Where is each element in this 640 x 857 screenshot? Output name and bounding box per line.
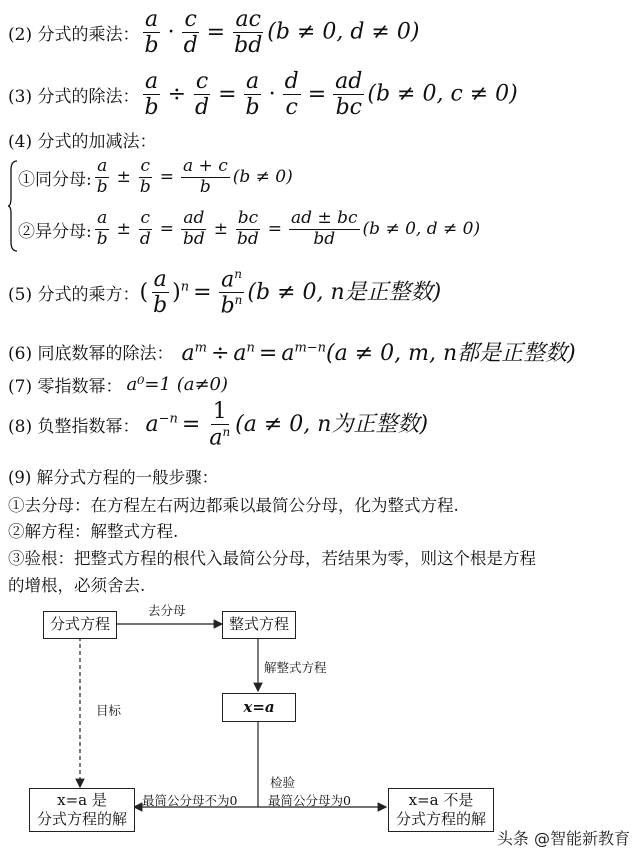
rule-label: (4) 分式的加减法： bbox=[8, 132, 157, 152]
label-nonzero: 最简公分母不为0 bbox=[142, 793, 238, 808]
steps-title: (9) 解分式方程的一般步骤： bbox=[8, 468, 219, 487]
label-solve-integral: 解整式方程 bbox=[264, 660, 327, 675]
rule-label: (5) 分式的乘方： bbox=[8, 285, 140, 306]
rule-multiplication bbox=[8, 8, 419, 57]
node-label: 分式方程 bbox=[49, 615, 110, 634]
node-label-1: x=a 不是 bbox=[408, 790, 474, 809]
condition: (a ≠ 0, n为正整数) bbox=[235, 411, 429, 437]
label-remove-denominator: 去分母 bbox=[148, 603, 186, 618]
condition: (b ≠ 0, d ≠ 0) bbox=[267, 19, 420, 45]
node-fractional-equation bbox=[43, 611, 117, 639]
condition: (a ≠ 0, m, n都是正整数) bbox=[326, 341, 576, 366]
rule-label: (2) 分式的乘法： bbox=[8, 25, 140, 46]
rule-negative-exponent bbox=[8, 400, 428, 450]
formula: $\frac{a}{b}$ · $\frac{c}{d}$ = $\frac{ac}{bd}$ (b ≠ 0, d ≠ 0) bbox=[144, 7, 420, 59]
step-1: ①去分母：在方程左右两边都乘以最简公分母，化为整式方程. bbox=[8, 496, 459, 515]
formula: $\frac{a}{b}$ ÷ $\frac{c}{d}$ = $\frac{a}{b}$ · $\frac{d}{c}$ = $\frac{ad}{bc}$ (b ≠ 0, c ≠ 0) bbox=[144, 69, 518, 121]
formula: $\frac{a}{b}$ ± $\frac{c}{d}$ = $\frac{ad}{bd}$ ± $\frac{bc}{bd}$ = $\frac{ad \pm bc}{bd}$ (b ≠ 0, d ≠ 0) bbox=[96, 208, 481, 249]
label-goal: 目标 bbox=[96, 703, 122, 718]
node-label: 整式方程 bbox=[228, 615, 289, 634]
formula: a⁰=1 (a≠0) bbox=[126, 374, 228, 395]
node-integral-equation bbox=[222, 611, 296, 639]
watermark: 头条 @智能新教育 bbox=[496, 829, 630, 848]
rule-zero-exponent bbox=[8, 372, 228, 397]
rule-label: ①同分母: bbox=[18, 169, 92, 190]
condition: (b ≠ 0, n是正整数) bbox=[247, 279, 442, 305]
step-3b: 的增根，必须舍去. bbox=[8, 576, 146, 595]
node-solution bbox=[222, 693, 296, 722]
rule-power bbox=[8, 268, 441, 318]
node-label-2: 分式方程的解 bbox=[36, 810, 127, 828]
rule-label: (6) 同底数幂的除法： bbox=[8, 344, 174, 364]
formula: $a^{-n}$ = $\frac{1}{a^n}$ (a ≠ 0, n为正整数) bbox=[145, 399, 429, 451]
flowchart bbox=[0, 595, 640, 857]
formula: $\frac{a}{b}$ ± $\frac{c}{b}$ = $\frac{a + c}{b}$ (b ≠ 0) bbox=[96, 156, 293, 197]
node-not-solution bbox=[388, 788, 494, 832]
rule-same-denominator bbox=[18, 158, 293, 197]
brace-icon bbox=[8, 160, 18, 252]
node-is-solution bbox=[29, 788, 135, 832]
rule-label: (8) 负整指数幂： bbox=[8, 417, 140, 438]
step-3a: ③验根：把整式方程的根代入最简公分母，若结果为零，则这个根是方程 bbox=[8, 549, 536, 568]
rule-addition-title bbox=[8, 127, 156, 152]
label-zero: 最简公分母为0 bbox=[268, 793, 351, 808]
label-check: 检验 bbox=[270, 775, 296, 790]
step-2: ②解方程：解整式方程. bbox=[8, 522, 179, 541]
node-label-2: 分式方程的解 bbox=[395, 810, 486, 828]
rule-diff-denominator bbox=[18, 210, 480, 249]
formula: $a^m \div a^n = a^{m-n}(a \ne 0$, m, n都是正整数) bbox=[181, 340, 576, 366]
rule-label: (7) 零指数幂： bbox=[8, 377, 123, 397]
rule-division bbox=[8, 70, 518, 119]
node-label-1: x=a 是 bbox=[57, 790, 107, 809]
rule-label: ②异分母: bbox=[18, 221, 92, 242]
condition: (b ≠ 0, d ≠ 0) bbox=[362, 218, 481, 239]
condition: (b ≠ 0, c ≠ 0) bbox=[367, 81, 518, 107]
rule-label: (3) 分式的除法： bbox=[8, 87, 140, 108]
formula: ( $\frac{a}{b}$ )$^n$ = $\frac{a^n}{b^n}$ (b ≠ 0, n是正整数) bbox=[139, 267, 442, 319]
condition: (b ≠ 0) bbox=[232, 166, 293, 187]
rule-power-division bbox=[8, 336, 576, 367]
node-label: x=a bbox=[243, 697, 275, 716]
